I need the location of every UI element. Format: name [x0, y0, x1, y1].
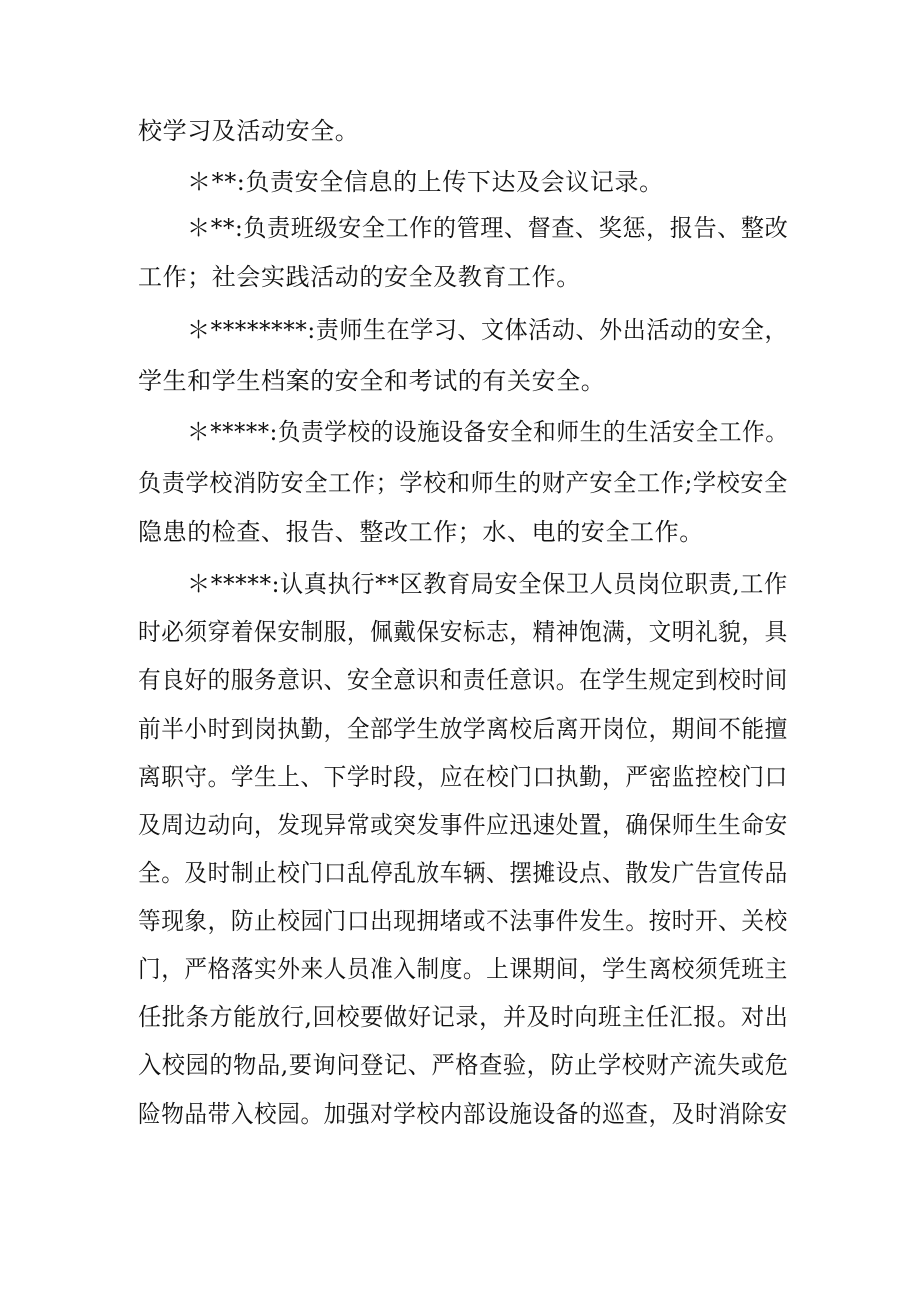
text-line-13: 前半小时到岗执勤，全部学生放学离校后离开岗位，期间不能擅: [138, 715, 788, 743]
text-line-9: 隐患的检查、报告、整改工作；水、电的安全工作。: [138, 518, 704, 546]
text-line-2: ＊**:负责安全信息的上传下达及会议记录。: [187, 168, 664, 196]
text-line-1: 校学习及活动安全。: [138, 117, 360, 145]
text-line-16: 全。及时制止校门口乱停乱放车辆、摆摊设点、散发广告宣传品: [138, 859, 788, 887]
text-line-6: 学生和学生档案的安全和考试的有关安全。: [138, 367, 606, 395]
text-line-20: 入校园的物品,要询问登记、严格查验，防止学校财产流失或危: [138, 1051, 789, 1079]
text-line-5: ＊********:责师生在学习、文体活动、外出活动的安全，: [187, 316, 789, 344]
text-line-18: 门，严格落实外来人员准入制度。上课期间，学生离校须凭班主: [138, 955, 788, 983]
text-line-8: 负责学校消防安全工作；学校和师生的财产安全工作;学校安全: [138, 469, 788, 497]
text-line-15: 及周边动向，发现异常或突发事件应迅速处置，确保师生生命安: [138, 811, 788, 839]
text-line-7: ＊*****:负责学校的设施设备安全和师生的生活安全工作。: [187, 418, 789, 446]
text-line-12: 有良好的服务意识、安全意识和责任意识。在学生规定到校时间: [138, 666, 788, 694]
text-line-14: 离职守。学生上、下学时段，应在校门口执勤，严密监控校门口: [138, 763, 788, 791]
text-line-21: 险物品带入校园。加强对学校内部设施设备的巡查，及时消除安: [138, 1100, 788, 1128]
text-line-3: ＊**:负责班级安全工作的管理、督查、奖惩，报告、整改: [187, 214, 789, 242]
text-line-4: 工作；社会实践活动的安全及教育工作。: [138, 263, 581, 291]
text-line-17: 等现象，防止校园门口出现拥堵或不法事件发生。按时开、关校: [138, 907, 788, 935]
text-line-10: ＊*****:认真执行**区教育局安全保卫人员岗位职责,工作: [187, 570, 788, 598]
text-line-19: 任批条方能放行,回校要做好记录，并及时向班主任汇报。对出: [138, 1003, 789, 1031]
text-line-11: 时必须穿着保安制服，佩戴保安标志，精神饱满，文明礼貌，具: [138, 618, 788, 646]
